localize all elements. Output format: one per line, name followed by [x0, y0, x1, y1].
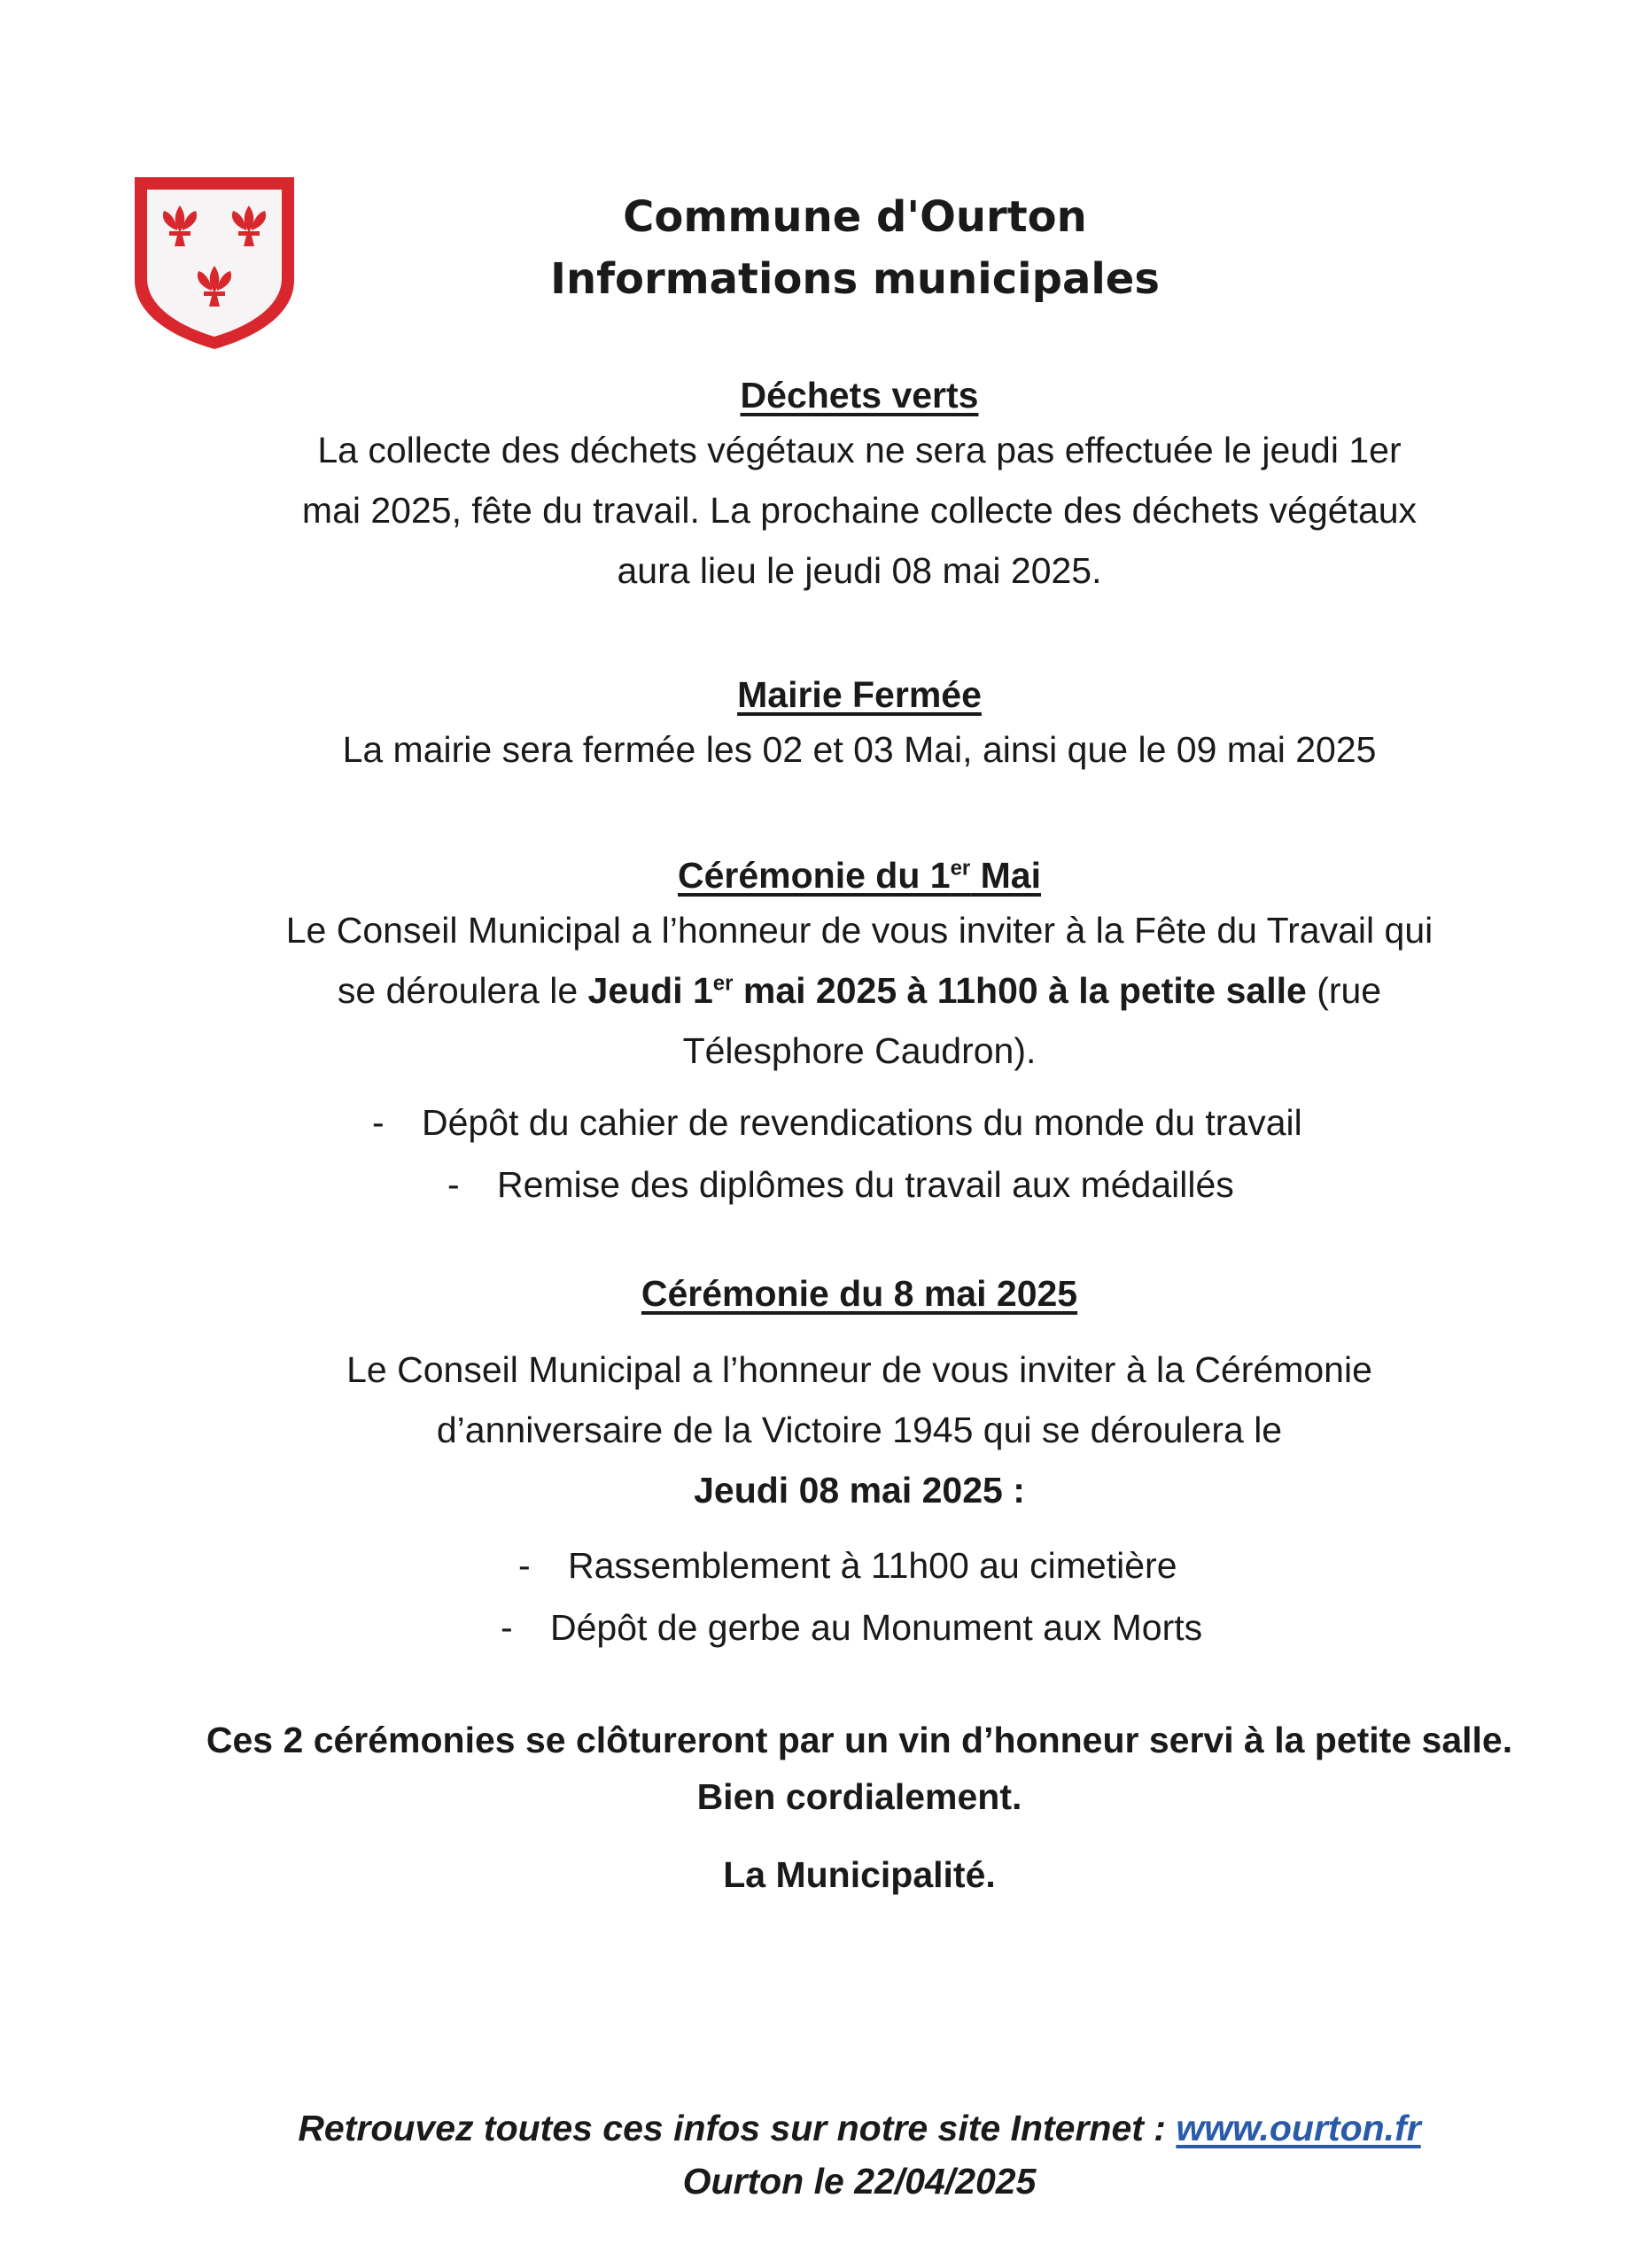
section-title: Cérémonie du 1er Mai: [677, 855, 1042, 896]
header-commune: Commune d'Ourton: [623, 192, 1087, 242]
paragraph-line: d’anniversaire de la Victoire 1945 qui se déroulera le: [436, 1410, 1283, 1450]
list-item: - Dépôt de gerbe au Monument aux Morts: [501, 1607, 1203, 1648]
section-ceremonie-1er-mai: [177, 850, 1542, 1081]
coat-of-arms-logo: [131, 174, 298, 351]
section-title: Cérémonie du 8 mai 2025: [641, 1273, 1078, 1314]
paragraph-line: se déroulera le Jeudi 1er mai 2025 à 11h00 à la petite salle (rue: [337, 970, 1382, 1011]
paragraph-line: Télesphore Caudron).: [682, 1030, 1037, 1071]
paragraph-line: La mairie sera fermée les 02 et 03 Mai, ainsi que le 09 mai 2025: [342, 729, 1377, 770]
footer-website-line: Retrouvez toutes ces infos sur notre site Internet : www.ourton.fr: [298, 2108, 1421, 2148]
paragraph-line: Jeudi 08 mai 2025 :: [694, 1470, 1025, 1511]
paragraph-line: aura lieu le jeudi 08 mai 2025.: [617, 550, 1102, 591]
paragraph-line: Le Conseil Municipal a l’honneur de vous inviter à la Fête du Travail qui: [285, 910, 1433, 951]
closing-line: Ces 2 cérémonies se clôtureront par un vin d’honneur servi à la petite salle.: [206, 1720, 1513, 1760]
list-item: - Rassemblement à 11h00 au cimetière: [518, 1545, 1177, 1586]
footer-date: Ourton le 22/04/2025: [682, 2161, 1037, 2202]
paragraph-line: Le Conseil Municipal a l’honneur de vous inviter à la Cérémonie: [346, 1349, 1372, 1390]
closing-greeting: Bien cordialement.: [696, 1776, 1022, 1817]
section-dechets-verts: [177, 370, 1542, 601]
section-title: Déchets verts: [740, 375, 979, 416]
paragraph-line: mai 2025, fête du travail. La prochaine collecte des déchets végétaux: [301, 490, 1418, 531]
section-mairie-fermee: [177, 670, 1542, 780]
section-ceremonie-8-mai: [177, 1269, 1542, 1520]
section-title: Mairie Fermée: [737, 674, 982, 715]
paragraph-line: La collecte des déchets végétaux ne sera pas effectuée le jeudi 1er: [317, 430, 1402, 470]
list-item: - Dépôt du cahier de revendications du monde du travail: [372, 1102, 1302, 1143]
page-header: [354, 186, 1356, 310]
signature: La Municipalité.: [723, 1854, 996, 1895]
closing-block: [159, 1712, 1559, 1903]
list-item: - Remise des diplômes du travail aux médaillés: [447, 1164, 1234, 1205]
website-link[interactable]: www.ourton.fr: [1176, 2108, 1421, 2148]
header-subtitle: Informations municipales: [550, 254, 1160, 304]
footer: [177, 2101, 1542, 2208]
